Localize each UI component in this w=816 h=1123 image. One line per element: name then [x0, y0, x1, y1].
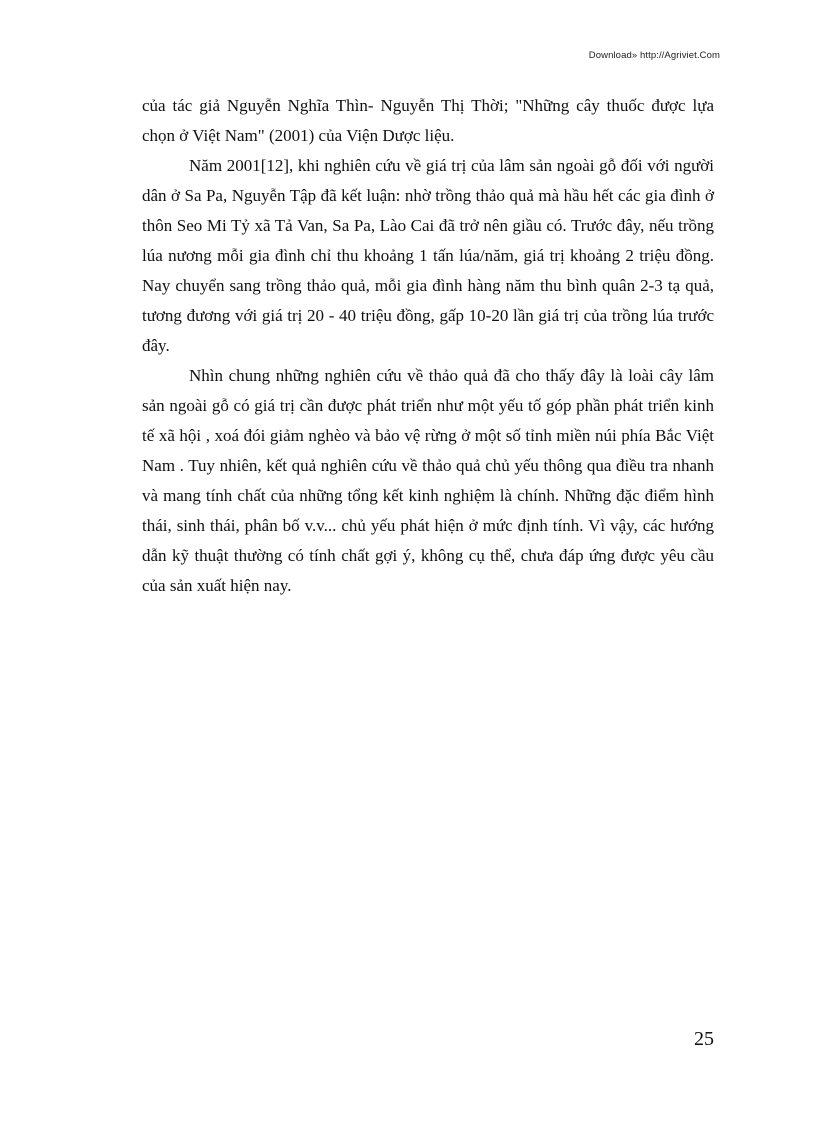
paragraph-continuation: của tác giả Nguyễn Nghĩa Thìn- Nguyễn Thị Thời; "Những cây thuốc được lựa chọn ở Việt Nam" (2001) của Viện Dược liệu.: [142, 96, 714, 145]
paragraph-conclusion: Nhìn chung những nghiên cứu về thảo quả đã cho thấy đây là loài cây lâm sản ngoài gỗ có giá trị cần được phát triển như một yếu tố góp phần phát triển kinh tế xã hội , xoá đói giảm nghèo và bảo vệ rừng ở một số tỉnh miền núi phía Bắc Việt Nam . Tuy nhiên, kết quả nghiên cứu về thảo quả chủ yếu thông qua điều tra nhanh và mang tính chất của những tổng kết kinh nghiệm là chính. Những đặc điểm hình thái, sinh thái, phân bố v.v... chủ yếu phát hiện ở mức định tính. Vì vậy, các hướng dẫn kỹ thuật thường có tính chất gợi ý, không cụ thể, chưa đáp ứng được yêu cầu của sản xuất hiện nay.: [142, 366, 714, 595]
paragraph-sapa-study: Năm 2001[12], khi nghiên cứu về giá trị của lâm sản ngoài gỗ đối với người dân ở Sa Pa, Nguyễn Tập đã kết luận: nhờ trồng thảo quả mà hầu hết các gia đình ở thôn Seo Mi Tỷ xã Tả Van, Sa Pa, Lào Cai đã trở nên giầu có. Trước đây, nếu trồng lúa nương mỗi gia đình chỉ thu khoảng 1 tấn lúa/năm, giá trị khoảng 2 triệu đồng. Nay chuyển sang trồng thảo quả, mỗi gia đình hàng năm thu bình quân 2-3 tạ quả, tương đương với giá trị 20 - 40 triệu đồng, gấp 10-20 lần giá trị của trồng lúa trước đây.: [142, 156, 714, 355]
page-number: 25: [694, 1028, 714, 1050]
page-header-download-link: Download» http://Agriviet.Com: [588, 50, 720, 61]
document-body: [142, 91, 714, 601]
